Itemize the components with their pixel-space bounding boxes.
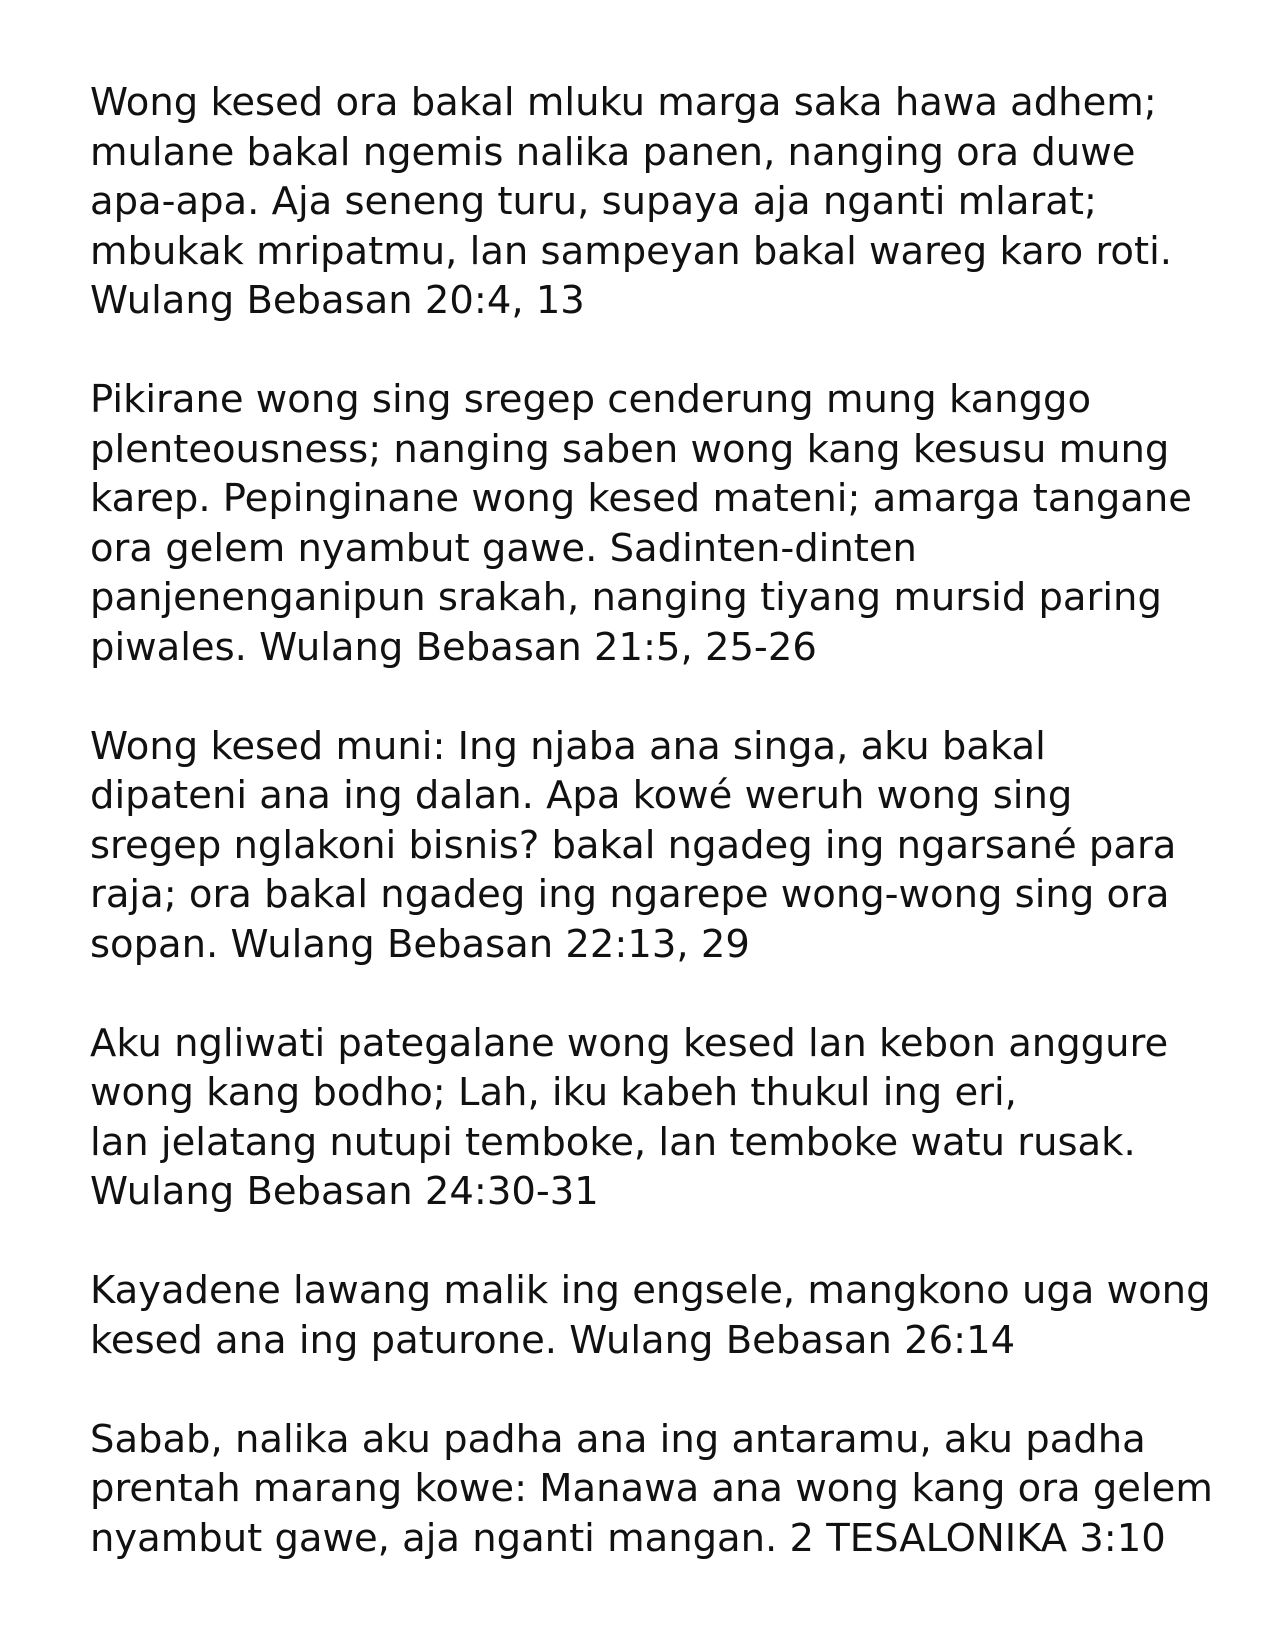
text-line: Aku ngliwati pategalane wong kesed lan kebon anggure [90, 1020, 1169, 1066]
text-line: nyambut gawe, aja nganti mangan. 2 TESALONIKA 3:10 [90, 1515, 1166, 1561]
text-line: Wong kesed muni: Ing njaba ana singa, aku bakal [90, 723, 1046, 769]
text-line: ora gelem nyambut gawe. Sadinten-dinten [90, 525, 917, 571]
passage-proverbs-22 [90, 722, 1210, 970]
passage-proverbs-21 [90, 375, 1210, 672]
text-line: Pikirane wong sing sregep cenderung mung kanggo [90, 377, 1091, 422]
passage-proverbs-20 [90, 78, 1210, 326]
passage-proverbs-24 [90, 1019, 1210, 1217]
text-line: plenteousness; nanging saben wong kang kesusu mung [90, 426, 1170, 472]
text-line: sopan. Wulang Bebasan 22:13, 29 [90, 921, 750, 967]
passage-proverbs-26 [90, 1266, 1210, 1365]
passage-2-thessalonians-3 [90, 1415, 1213, 1564]
text-line: sregep nglakoni bisnis? bakal ngadeg ing ngarsané para [90, 822, 1177, 868]
text-line: prentah marang kowe: Manawa ana wong kang ora gelem [90, 1466, 1213, 1511]
text-line: Wulang Bebasan 20:4, 13 [90, 278, 585, 323]
text-line: mbukak mripatmu, lan sampeyan bakal wareg karo roti. [90, 228, 1173, 274]
text-line: panjenenganipun srakah, nanging tiyang mursid paring [90, 575, 1162, 620]
text-line: apa-apa. Aja seneng turu, supaya aja nganti mlarat; [90, 179, 1097, 224]
text-line: karep. Pepinginane wong kesed mateni; amarga tangane [90, 476, 1192, 521]
text-line: wong kang bodho; Lah, iku kabeh thukul ing eri, [90, 1070, 1017, 1115]
text-line: dipateni ana ing dalan. Apa kowé weruh wong sing [90, 773, 1073, 818]
text-line: Sabab, nalika aku padha ana ing antaramu, aku padha [90, 1416, 1146, 1462]
text-line: Kayadene lawang malik ing engsele, mangkono uga wong [90, 1268, 1211, 1313]
text-line: mulane bakal ngemis nalika panen, nanging ora duwe [90, 129, 1136, 175]
text-line: piwales. Wulang Bebasan 21:5, 25-26 [90, 624, 817, 670]
text-line: kesed ana ing paturone. Wulang Bebasan 26:14 [90, 1317, 1016, 1363]
text-line: Wong kesed ora bakal mluku marga saka hawa adhem; [90, 80, 1157, 125]
text-line: lan jelatang nutupi temboke, lan temboke watu rusak. [90, 1119, 1136, 1165]
document-page [90, 78, 1213, 1613]
text-line: raja; ora bakal ngadeg ing ngarepe wong-wong sing ora [90, 872, 1170, 917]
text-line: Wulang Bebasan 24:30-31 [90, 1169, 599, 1214]
